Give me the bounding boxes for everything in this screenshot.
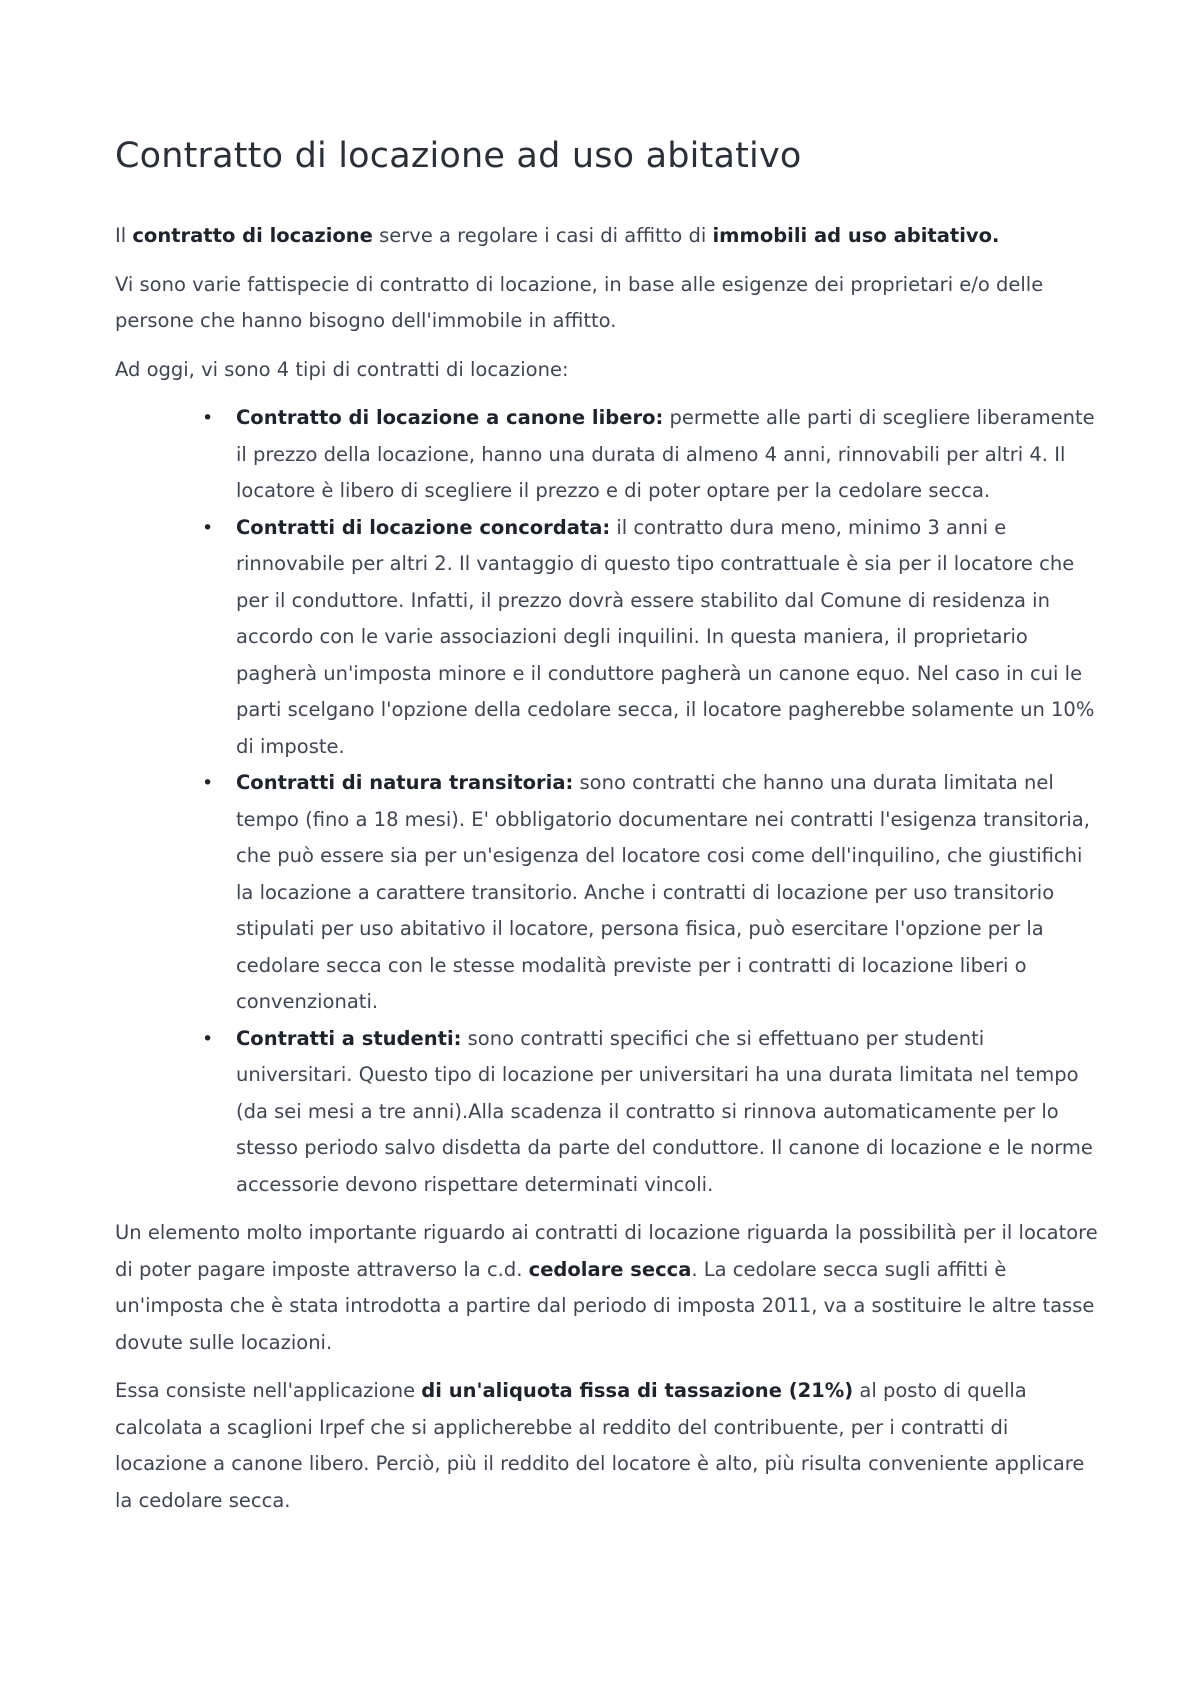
list-item-term: Contratti di natura transitoria: — [236, 771, 574, 794]
intro-text-2: serve a regolare i casi di affitto di — [372, 224, 713, 247]
list-item-text: sono contratti specifici che si effettuano per studenti universitari. Questo tipo di locazione per universitari ha una durata limitata nel tempo (da sei mesi a tre anni).Alla scadenza il contratto si rinnova automaticamente per lo stesso periodo salvo disdetta da parte del conduttore. Il canone di locazione e le norme accessorie devono rispettare determinati vincoli. — [236, 1026, 1093, 1196]
list-item-term: Contratti di locazione concordata: — [236, 515, 611, 539]
intro-bold-2: immobili ad uso abitativo. — [712, 224, 1000, 247]
list-item-term: Contratto di locazione a canone libero: — [236, 406, 664, 429]
list-item-text: sono contratti che hanno una durata limitata nel tempo (fino a 18 mesi). E' obbligatorio documentare nei contratti l'esigenza transitoria, che può essere sia per un'esigenza del locatore cosi come dell'inquilino, che giustifichi la locazione a carattere transitorio. Anche i contratti di locazione per uso transitorio stipulati per uso abitativo il locatore, persona fisica, può esercitare l'opzione per la cedolare secca con le stesse modalità previste per i contratti di locazione liberi o convenzionati. — [236, 771, 1090, 1013]
aliquota-paragraph — [115, 1373, 1100, 1519]
cedolare-text-1: Un elemento molto importante riguardo ai contratti di locazione riguarda la possibilità per il locatore di poter pagare imposte attraverso la c.d. — [115, 1221, 1098, 1281]
bullet-icon: • — [202, 516, 214, 539]
cedolare-text-2: . La cedolare secca sugli affitti è un'imposta che è stata introdotta a partire dal periodo di imposta 2011, va a sostituire le altre tasse dovute sulle locazioni. — [115, 1257, 1095, 1354]
list-item-text: il contratto dura meno, minimo 3 anni e rinnovabile per altri 2. Il vantaggio di questo tipo contrattuale è sia per il locatore che per il conduttore. Infatti, il prezzo dovrà essere stabilito dal Comune di residenza in accordo con le varie associazioni degli inquilini. In questa maniera, il proprietario pagherà un'imposta minore e il conduttore pagherà un canone equo. Nel caso in cui le parti scelgano l'opzione della cedolare secca, il locatore pagherebbe solamente un 10% di imposte. — [236, 515, 1095, 758]
document-page — [115, 128, 1100, 1531]
bullet-icon: • — [202, 407, 214, 429]
intro-bold-1: contratto di locazione — [132, 224, 373, 247]
cedolare-bold: cedolare secca — [528, 1257, 692, 1281]
fattispecie-paragraph: Vi sono varie fattispecie di contratto di locazione, in base alle esigenze dei proprietari e/o delle persone che hanno bisogno dell'immobile in affitto. — [115, 272, 1044, 332]
aliquota-text-2: al posto di quella calcolata a scaglioni Irpef che si applicherebbe al reddito del contribuente, per i contratti di locazione a canone libero. Perciò, più il reddito del locatore è alto, più risulta conveniente applicare la cedolare secca. — [115, 1379, 1085, 1512]
bullet-icon: • — [202, 1027, 214, 1050]
list-item — [202, 510, 1100, 766]
cedolare-paragraph — [115, 1215, 1100, 1361]
list-item-term: Contratti a studenti: — [236, 1026, 462, 1050]
aliquota-bold: di un'aliquota fissa di tassazione (21%) — [421, 1379, 854, 1402]
aliquota-text-1: Essa consiste nell'applicazione — [115, 1379, 422, 1402]
bullet-icon: • — [202, 772, 214, 794]
list-item — [202, 400, 1100, 510]
contract-types-list — [115, 400, 1100, 1203]
list-item — [202, 765, 1100, 1021]
intro-text-1: Il — [115, 224, 133, 247]
list-item — [202, 1021, 1100, 1204]
list-item-text: permette alle parti di scegliere liberamente il prezzo della locazione, hanno una durata di almeno 4 anni, rinnovabili per altri 4. Il locatore è libero di scegliere il prezzo e di poter optare per la cedolare secca. — [236, 406, 1095, 502]
tipi-paragraph: Ad oggi, vi sono 4 tipi di contratti di locazione: — [115, 357, 569, 381]
intro-paragraph — [115, 218, 1100, 255]
page-title: Contratto di locazione ad uso abitativo — [115, 136, 802, 176]
